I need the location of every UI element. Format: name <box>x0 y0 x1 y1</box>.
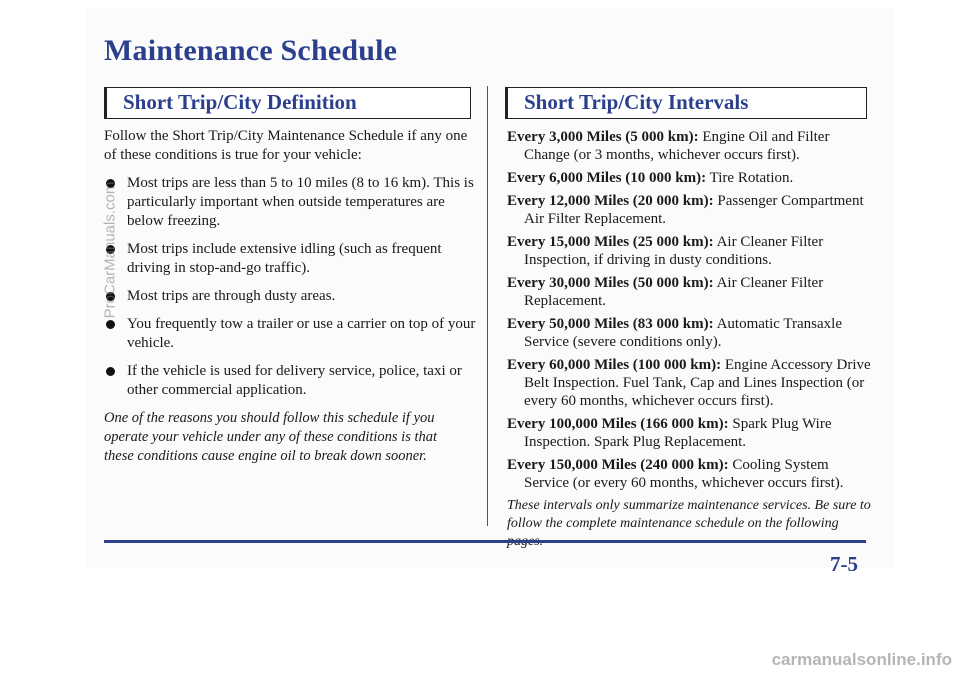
column-divider <box>487 86 488 526</box>
interval-label: Every 15,000 Miles (25 000 km): <box>507 234 714 250</box>
condition-text: Most trips include extensive idling (such as frequent driving in stop-and-go traffic). <box>127 241 442 276</box>
interval-item <box>507 356 877 410</box>
interval-item <box>507 315 877 351</box>
interval-item <box>507 415 877 451</box>
list-item <box>104 174 479 231</box>
intervals-column <box>507 128 877 551</box>
interval-text: Engine Oil and Filter Change (or 3 months, whichever occurs first). <box>524 129 830 163</box>
interval-label: Every 6,000 Miles (10 000 km): <box>507 170 707 186</box>
definition-note: One of the reasons you should follow this schedule if you operate your vehicle under any of these conditions is that these conditions cause engine oil to break down sooner. <box>104 410 438 464</box>
conditions-list <box>101 174 479 400</box>
bullet-icon <box>106 367 115 376</box>
interval-item <box>507 169 877 187</box>
interval-item <box>507 192 877 228</box>
section-header-definition: Short Trip/City Definition <box>104 87 471 119</box>
interval-text: Automatic Transaxle Service (severe conditions only). <box>524 316 842 350</box>
condition-text: Most trips are less than 5 to 10 miles (8 to 16 km). This is particularly important when outside temperatures are below freezing. <box>127 175 474 229</box>
condition-text: If the vehicle is used for delivery service, police, taxi or other commercial application. <box>127 363 462 398</box>
bottom-rule <box>104 540 866 543</box>
bottom-watermark: carmanualsonline.info <box>771 650 952 669</box>
interval-item <box>507 456 877 492</box>
bullet-icon <box>106 320 115 329</box>
interval-label: Every 12,000 Miles (20 000 km): <box>507 193 714 209</box>
list-item <box>104 240 479 278</box>
interval-label: Every 50,000 Miles (83 000 km): <box>507 316 714 332</box>
definition-intro: Follow the Short Trip/City Maintenance Schedule if any one of these conditions is true for your vehicle: <box>104 128 468 163</box>
interval-item <box>507 274 877 310</box>
page-number: 7-5 <box>830 552 858 576</box>
interval-label: Every 30,000 Miles (50 000 km): <box>507 275 714 291</box>
interval-item <box>507 128 877 164</box>
condition-text: Most trips are through dusty areas. <box>127 288 336 304</box>
interval-text: Cooling System Service (or every 60 months, whichever occurs first). <box>524 457 844 491</box>
interval-text: Tire Rotation. <box>709 170 794 186</box>
interval-text: Engine Accessory Drive Belt Inspection. Fuel Tank, Cap and Lines Inspection (or every 60 months, whichever occurs first). <box>524 357 871 409</box>
section-header-intervals: Short Trip/City Intervals <box>505 87 867 119</box>
intervals-note: These intervals only summarize maintenance services. Be sure to follow the complete maintenance schedule on the following <box>507 498 871 531</box>
interval-label: Every 100,000 Miles (166 000 km): <box>507 416 729 432</box>
interval-item <box>507 233 877 269</box>
side-watermark: ProCarManuals.com <box>101 181 119 319</box>
list-item <box>104 315 479 353</box>
interval-text: Air Cleaner Filter Replacement. <box>524 275 824 309</box>
interval-label: Every 150,000 Miles (240 000 km): <box>507 457 729 473</box>
page-title: Maintenance Schedule <box>104 34 398 67</box>
interval-text: Air Cleaner Filter Inspection, if driving in dusty conditions. <box>524 234 824 268</box>
interval-text: Passenger Compartment Air Filter Replacement. <box>524 193 864 227</box>
list-item <box>104 362 479 400</box>
condition-text: You frequently tow a trailer or use a carrier on top of your vehicle. <box>127 316 476 351</box>
definition-column <box>101 127 479 466</box>
interval-text: Spark Plug Wire Inspection. Spark Plug Replacement. <box>524 416 832 450</box>
interval-label: Every 60,000 Miles (100 000 km): <box>507 357 722 373</box>
list-item <box>104 287 479 306</box>
interval-label: Every 3,000 Miles (5 000 km): <box>507 129 699 145</box>
